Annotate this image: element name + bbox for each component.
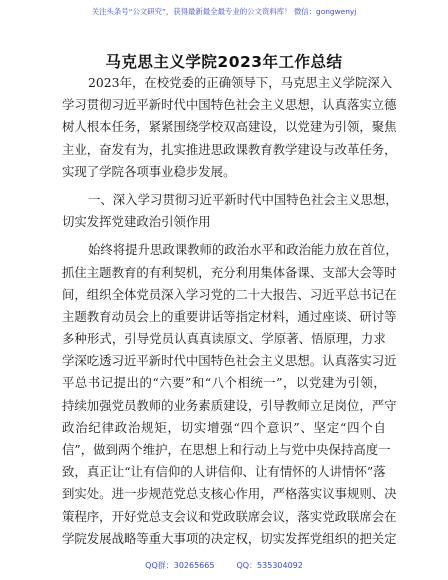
body-line: 致 ， 真 正 让 “ 让 有 信 仰 的 人 讲 信 仰 、 让 有 情 怀 的 人 讲 情 怀 ” 落 bbox=[62, 464, 386, 480]
qq-label: QQ： bbox=[236, 561, 258, 570]
document-title: 马克思主义学院2023年工作总结 bbox=[105, 53, 343, 71]
body-line: 实现了学院各项事业稳步发展。 bbox=[62, 163, 236, 179]
body-line: 多 种 形 式 ， 引 导 党 员 认 真 真 读 原 文 、 学 原 著 、 悟 原 理 ， 力 求 bbox=[62, 331, 386, 347]
body-line: 切实发挥党建政治引领作用 bbox=[62, 214, 211, 230]
promo-banner: 关注头条号“公文研究”，获得最新最全最专业的公文资料库！ 微信：gongwenyj bbox=[91, 7, 357, 16]
body-line: 一 、 深 入 学 习 贯 彻 习 近 平 新 时 代 中 国 特 色 社 会 主 义 思 想 ， bbox=[88, 191, 398, 207]
document-body bbox=[62, 72, 398, 550]
qq-number: 535304092 bbox=[257, 561, 303, 570]
body-line: 学 习 贯 彻 习 近 平 新 时 代 中 国 特 色 社 会 主 义 思 想 ， 认 真 落 实 立 德 bbox=[62, 97, 397, 113]
contact-footer bbox=[0, 560, 448, 571]
body-line: 抓 住 主 题 教 育 的 有 利 契 机 ， 充 分 利 用 集 体 备 课 、 支 部 大 会 等 时 bbox=[62, 264, 397, 280]
body-line: 间 ， 组 织 全 体 党 员 深 入 学 习 党 的 二 十 大 报 告 、 习 近 平 总 书 记 在 bbox=[62, 286, 397, 302]
body-line: 策 程 序 ， 开 好 党 总 支 会 议 和 党 政 联 席 会 议 ， 落 实 党 政 联 席 会 在 bbox=[62, 508, 397, 524]
body-line: 信 ” ， 做 到 两 个 维 护 ， 在 思 想 上 和 行 动 上 与 党 中 央 保 持 高 度 一 bbox=[62, 442, 391, 457]
body-line: 2 0 2 3 年 ， 在 校 党 委 的 正 确 领 导 下 ， 马 克 思 主 义 学 院 深 入 bbox=[88, 75, 393, 90]
body-line: 到 实 处 。 进 一 步 规 范 党 总 支 核 心 作 用 ， 严 格 落 实 议 事 规 则 、 决 bbox=[62, 486, 397, 502]
body-line: 学 深 吃 透 习 近 平 新 时 代 中 国 特 色 社 会 主 义 思 想 。 认 真 落 实 习 近 bbox=[62, 353, 397, 369]
qq-group-label: QQ群： bbox=[145, 561, 174, 570]
body-line: 主 业 ， 奋 发 有 为 ， 扎 实 推 进 思 政 课 教 育 教 学 建 设 与 改 革 任 务 ， bbox=[62, 141, 397, 157]
body-line: 始 终 将 提 升 思 政 课 教 师 的 政 治 水 平 和 政 治 能 力 放 在 首 位 ， bbox=[88, 242, 398, 258]
body-line: 持 续 加 强 党 员 教 师 的 业 务 素 质 建 设 ， 引 导 教 师 立 足 岗 位 ， 严 守 bbox=[62, 397, 397, 413]
body-line: 树 人 根 本 任 务 ， 紧 紧 围 绕 学 校 双 高 建 设 ， 以 党 建 为 引 领 ， 聚 焦 bbox=[62, 119, 397, 135]
body-line: 学 院 发 展 战 略 等 重 大 事 项 的 决 定 权 ， 切 实 发 挥 党 组 织 的 把 关 定 bbox=[62, 530, 397, 546]
body-line: 平 总 书 记 提 出 的 “ 六 要 ” 和 “ 八 个 相 统 一 ” ， 以 党 建 为 引 领 ， bbox=[62, 375, 386, 391]
qq-group-number: 30265665 bbox=[173, 561, 215, 570]
body-line: 政 治 纪 律 政 治 规 矩 ， 切 实 增 强 “ 四 个 意 识 ” 、 坚 定 “ 四 个 自 bbox=[62, 419, 386, 435]
body-line: 主 题 教 育 动 员 会 上 的 重 要 讲 话 等 指 定 材 料 ， 通 过 座 谈 、 研 讨 等 bbox=[62, 308, 397, 324]
